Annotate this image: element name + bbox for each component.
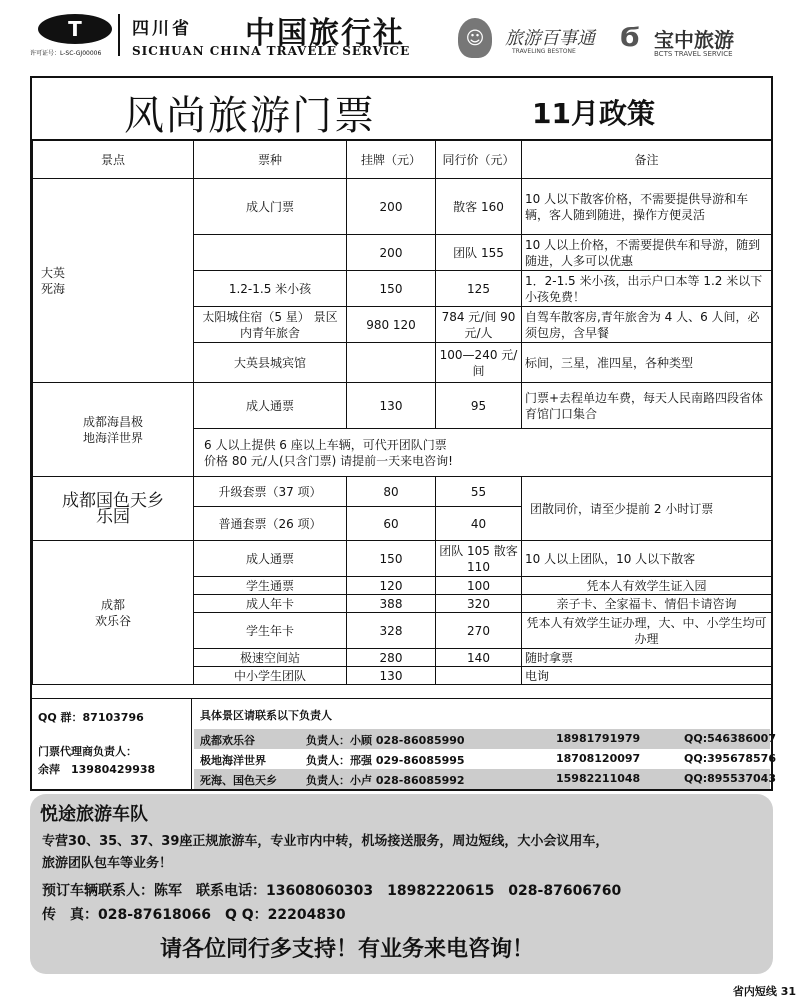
list-price: 388 (347, 595, 436, 613)
list-price: 200 (347, 235, 436, 271)
list-price: 80 (347, 477, 436, 507)
logo-text: T (68, 17, 82, 41)
bus-team-ad (30, 794, 773, 974)
bestone-en: TRAVELING BESTONE (512, 48, 576, 55)
spot-name-line: 成都国色天乡 (62, 490, 164, 511)
list-price: 200 (347, 179, 436, 235)
contact-qq: QQ:895537043 (684, 772, 776, 785)
remark: 凭本人有效学生证入园 (522, 577, 772, 595)
contact-person: 负责人：小卢 028-86085992 (306, 774, 465, 787)
contact-mobile: 18708120097 (556, 752, 641, 765)
contact-person: 负责人：小顾 028-86085990 (306, 734, 465, 747)
mascot-icon: ☺ (458, 18, 492, 58)
bus-title: 悦途旅游车队 (40, 804, 148, 825)
list-price: 980 120 (347, 307, 436, 343)
province: 四川省 (132, 19, 192, 39)
peer-price: 95 (436, 383, 522, 429)
remark: 10 人以上团队，10 人以下散客 (522, 541, 772, 577)
table-row (33, 541, 772, 577)
remark: 门票+去程单边车费，每天人民南路四段省体育馆门口集合 (522, 383, 772, 429)
ticket-type: 大英县城宾馆 (194, 343, 347, 383)
cts-logo-icon (38, 14, 112, 44)
remark: 10 人以上价格，不需要提供车和导游，随到随进，人多可以优惠 (522, 235, 772, 271)
ticket-type: 成人通票 (194, 541, 347, 577)
list-price: 328 (347, 613, 436, 649)
ticket-type: 成人年卡 (194, 595, 347, 613)
extra-price: 价格 80 元/人(只含门票) (204, 453, 337, 468)
spot-guose (33, 477, 194, 541)
policy-month: 11月政策 (532, 97, 655, 130)
ticket-type: 1.2-1.5 米小孩 (194, 271, 347, 307)
contact-spot: 死海、国色天乡 (200, 774, 277, 787)
column-header: 景点 (33, 141, 194, 179)
list-price: 130 (347, 383, 436, 429)
spot-name-line: 乐园 (96, 506, 130, 527)
bcts-en: BCTS TRAVEL SERVICE (654, 50, 733, 58)
peer-price: 散客 160 (436, 179, 522, 235)
contact-row (194, 749, 776, 769)
peer-price: 784 元/间 90 元/人 (436, 307, 522, 343)
contact-spot: 极地海洋世界 (200, 754, 266, 767)
extra-tip: 请提前一天来电咨询! (340, 453, 453, 468)
bus-fax-qq: 传 真：028-87618066 Q Q：22204830 (42, 907, 346, 923)
ticket-type: 学生通票 (194, 577, 347, 595)
license-number: 许可证号：L-SC-GJ00006 (30, 50, 102, 57)
ticket-type: 中小学生团队 (194, 667, 347, 685)
column-header: 挂牌（元） (347, 141, 436, 179)
haichang-extra (194, 429, 772, 477)
header (0, 0, 800, 70)
peer-price: 100—240 元/间 (436, 343, 522, 383)
contact-area (32, 698, 776, 789)
remark: 标间，三星，准四星，各种类型 (522, 343, 772, 383)
list-price: 280 (347, 649, 436, 667)
ticket-type: 升级套票（37 项） (194, 477, 347, 507)
remark: 1．2-1.5 米小孩，出示户口本等 1.2 米以下小孩免费！ (522, 271, 772, 307)
spot-name-line: 欢乐谷 (94, 613, 131, 628)
page-footer: 省内短线 31 (732, 985, 796, 998)
column-header: 票种 (194, 141, 347, 179)
spot-dayingsihai (33, 179, 194, 383)
remark: 10 人以下散客价格，不需要提供导游和车辆，客人随到随进，操作方便灵活 (522, 179, 772, 235)
bus-description: 旅游团队包车等业务！ (42, 856, 173, 871)
remark: 团散同价，请至少提前 2 小时订票 (522, 477, 772, 541)
remark: 亲子卡、全家福卡、情侣卡请咨询 (522, 595, 772, 613)
ticket-type: 学生年卡 (194, 613, 347, 649)
spot-name-line: 成都海昌极 (82, 414, 143, 429)
spot-haichang (33, 383, 194, 477)
header-divider (118, 14, 120, 56)
list-price: 120 (347, 577, 436, 595)
title-row (32, 78, 771, 140)
price-table (32, 140, 772, 685)
bcts-logo: 宝中旅游 (654, 28, 734, 52)
ticket-type: 成人通票 (194, 383, 347, 429)
contact-qq: QQ:395678576 (684, 752, 776, 765)
contact-row (194, 729, 776, 749)
list-price (347, 343, 436, 383)
table-row (33, 383, 772, 429)
contact-mobile: 15982211048 (556, 772, 641, 785)
bus-contact: 预订车辆联系人：陈军 联系电话：13608060303 18982220615 028-87606760 (42, 883, 622, 899)
column-header: 备注 (522, 141, 772, 179)
peer-price: 100 (436, 577, 522, 595)
column-header: 同行价（元） (436, 141, 522, 179)
spot-name-line: 死海 (41, 281, 66, 296)
ticket-type: 极速空间站 (194, 649, 347, 667)
list-price: 130 (347, 667, 436, 685)
bcts-logo-icon: Ϭ (620, 23, 640, 53)
table-row (33, 179, 772, 235)
peer-price: 125 (436, 271, 522, 307)
contact-person: 负责人：邢强 029-86085995 (306, 754, 465, 767)
spot-name-line: 成都 (100, 597, 125, 612)
extra-line: 6 人以上提供 6 座以上车辆，可代开团队门票 (204, 437, 447, 452)
remark: 电询 (522, 667, 772, 685)
spot-happyvalley (33, 541, 194, 685)
bus-slogan: 请各位同行多支持！有业务来电咨询！ (160, 937, 535, 962)
qq-group: QQ 群：87103796 (38, 711, 144, 724)
bestone-logo: 旅游百事通 (505, 28, 595, 49)
contact-mobile: 18981791979 (556, 732, 641, 745)
agent-contact: 余萍 13980429938 (38, 763, 156, 776)
remark: 凭本人有效学生证办理，大、中、小学生均可办理 (522, 613, 772, 649)
peer-price: 320 (436, 595, 522, 613)
peer-price: 团队 155 (436, 235, 522, 271)
list-price: 60 (347, 507, 436, 541)
ticket-type (194, 235, 347, 271)
spot-name-line: 地海洋世界 (82, 430, 143, 445)
table-row (33, 477, 772, 507)
contact-row (194, 769, 776, 789)
price-sheet (30, 76, 776, 791)
peer-price: 55 (436, 477, 522, 507)
list-price: 150 (347, 271, 436, 307)
extra-line (204, 453, 768, 469)
remark: 随时拿票 (522, 649, 772, 667)
peer-price (436, 667, 522, 685)
bus-description: 专营30、35、37、39座正规旅游车，专业市内中转，机场接送服务，周边短线，大小会议用车， (42, 834, 609, 849)
ticket-type: 普通套票（26 项） (194, 507, 347, 541)
peer-price: 270 (436, 613, 522, 649)
company-name-cn: 中国旅行社 (245, 16, 405, 51)
peer-price: 40 (436, 507, 522, 541)
contact-qq: QQ:546386007 (684, 732, 776, 745)
page-title: 风尚旅游门票 (124, 93, 376, 139)
company-name-en: SICHUAN CHINA TRAVELE SERVICE (132, 44, 411, 58)
table-header-row (33, 141, 772, 179)
peer-price: 团队 105 散客 110 (436, 541, 522, 577)
agent-info (32, 699, 192, 790)
contact-heading: 具体景区请联系以下负责人 (200, 709, 332, 722)
remark: 自驾车散客房,青年旅舍为 4 人、6 人间，必须包房，含早餐 (522, 307, 772, 343)
ticket-type: 成人门票 (194, 179, 347, 235)
list-price: 150 (347, 541, 436, 577)
spot-name-line: 大英 (41, 265, 66, 280)
peer-price: 140 (436, 649, 522, 667)
agent-label: 门票代理商负责人： (38, 745, 137, 758)
contact-spot: 成都欢乐谷 (200, 734, 255, 747)
ticket-type: 太阳城住宿（5 星） 景区内青年旅舍 (194, 307, 347, 343)
